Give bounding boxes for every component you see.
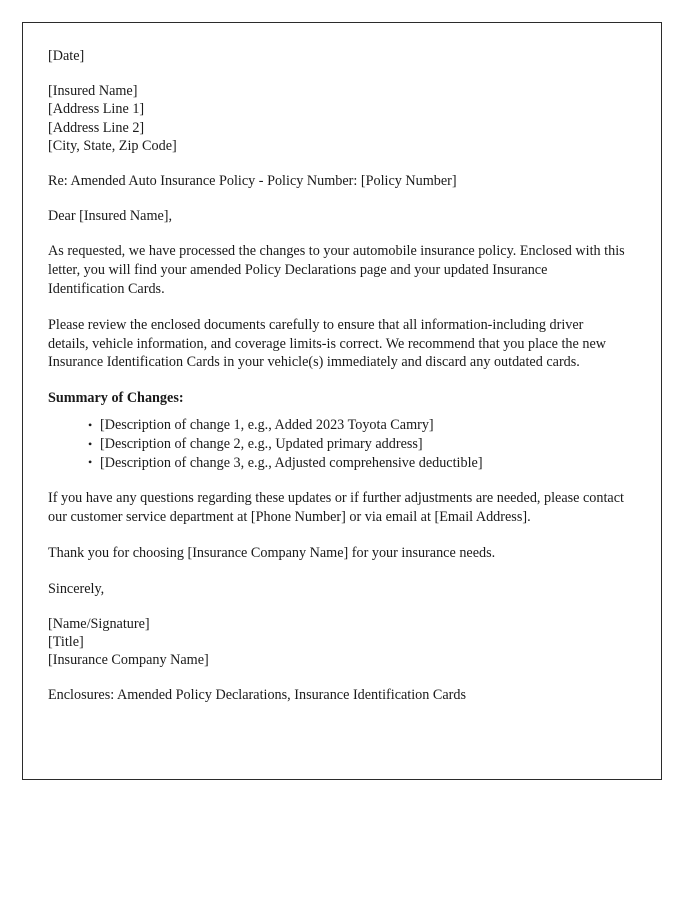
signature-name: [Name/Signature] [48,615,150,632]
recipient-address-block [48,82,625,155]
body-paragraph-1: As requested, we have processed the changes to your automobile insurance policy. Enclosed with this letter, you will find your amended Policy Declarations page and your updated Insurance Identification Cards. [48,243,625,298]
address-line: [Address Line 2] [48,119,145,136]
address-line: [Insured Name] [48,83,138,100]
summary-of-changes-heading: Summary of Changes: [48,390,184,407]
signature-company: [Insurance Company Name] [48,652,209,669]
date-line: [Date] [48,48,85,64]
body-paragraph-2: Please review the enclosed documents carefully to ensure that all information-including driver details, vehicle information, and coverage limits-is correct. We recommend that you place the new Insurance Identification Cards in your vehicle(s) immediately and discard any outdated cards. [48,316,607,371]
address-line: [City, State, Zip Code] [48,137,177,154]
address-line: [Address Line 1] [48,101,145,118]
list-item: • [Description of change 3, e.g., Adjusted comprehensive deductible] [88,454,625,473]
list-item: • [Description of change 1, e.g., Added 2023 Toyota Camry] [88,416,625,435]
signature-title: [Title] [48,633,84,650]
thank-you-paragraph: Thank you for choosing [Insurance Company Name] for your insurance needs. [48,544,496,561]
list-item: • [Description of change 2, e.g., Updated primary address] [88,435,625,454]
enclosures-line: Enclosures: Amended Policy Declarations, Insurance Identification Cards [48,687,467,704]
contact-paragraph: If you have any questions regarding these updates or if further adjustments are needed, please contact our customer service department at [Phone Number] or via email at [Email Address]. [48,490,624,525]
closing-line: Sincerely, [48,580,105,597]
subject-line: Re: Amended Auto Insurance Policy - Policy Number: [Policy Number] [48,173,457,190]
salutation: Dear [Insured Name], [48,208,173,225]
letter-body [23,23,661,705]
signature-block [48,615,625,670]
summary-of-changes-list [48,416,625,472]
letter-page [22,22,662,780]
